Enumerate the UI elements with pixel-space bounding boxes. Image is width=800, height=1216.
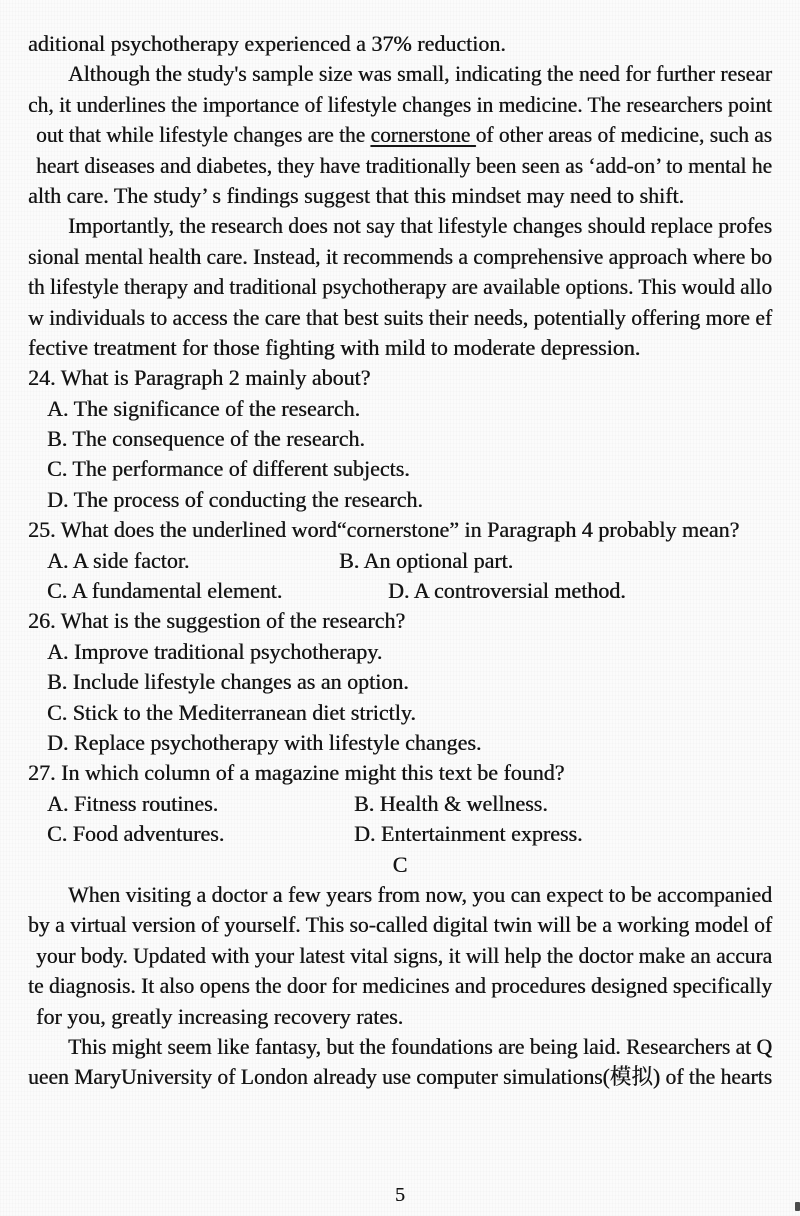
option-24-c: C. The performance of different subjects. [47,456,410,482]
option-26-c: C. Stick to the Mediterranean diet strictly. [47,699,416,725]
option-24-b: B. The consequence of the research. [47,426,365,452]
text-line: fective treatment for those fighting with mild to moderate depression. [28,334,641,360]
document-lines [28,29,772,1093]
option-26-d: D. Replace psychotherapy with lifestyle changes. [47,729,482,755]
question-27: 27. In which column of a magazine might this text be found? [28,760,565,786]
option-text: A. A side factor. [47,547,190,573]
options-27-cd [28,819,772,849]
text-line: Although the study's sample size was small, indicating the need for further resear [68,61,772,87]
option-text: D. A controversial method. [388,578,626,604]
text-line: sional mental health care. Instead, it recommends a comprehensive approach where bo [28,243,772,269]
text-line: for you, greatly increasing recovery rates. [36,1003,404,1029]
text-line: th lifestyle therapy and traditional psychotherapy are available options. This would allo [28,274,772,300]
option-text: D. Entertainment express. [354,821,583,847]
option-26-a: A. Improve traditional psychotherapy. [47,638,383,664]
text-line: by a virtual version of yourself. This so-called digital twin will be a working model of [28,912,772,938]
option-text: A. Fitness routines. [47,790,219,816]
option-text: B. Health & wellness. [354,790,548,816]
option-text: B. An optional part. [339,547,514,573]
options-27-ab [28,789,772,819]
question-26: 26. What is the suggestion of the research? [28,608,406,634]
text-line: aditional psychotherapy experienced a 37% reduction. [28,31,506,56]
text-line: your body. Updated with your latest vital signs, it will help the doctor make an accura [36,942,772,968]
scan-artifact [795,1202,800,1211]
page-number: 5 [395,1184,405,1206]
option-text: C. Food adventures. [47,821,225,847]
option-24-a: A. The significance of the research. [47,395,360,421]
option-24-d: D. The process of conducting the research. [47,486,423,512]
option-26-b: B. Include lifestyle changes as an option. [47,669,409,695]
text-line: ueen MaryUniversity of London already use computer simulations(模拟) of the hearts [28,1064,772,1090]
question-24: 24. What is Paragraph 2 mainly about? [28,365,371,391]
options-25-cd [28,576,772,606]
text-line: w individuals to access the care that best suits their needs, potentially offering more ef [28,304,772,330]
text-line: This might seem like fantasy, but the foundations are being laid. Researchers at Q [68,1033,772,1059]
text-line: heart diseases and diabetes, they have traditionally been seen as ‘add-on’ to mental he [36,152,772,178]
text-line: When visiting a doctor a few years from now, you can expect to be accompanied [68,881,772,907]
options-25-ab [28,546,772,576]
text-line: out that while lifestyle changes are the cornerstone of other areas of medicine, such as [36,122,772,148]
text-line: alth care. The study’ s findings suggest that this mindset may need to shift. [28,182,685,208]
option-text: C. A fundamental element. [47,578,283,604]
text-line: te diagnosis. It also opens the door for medicines and procedures designed specifically [28,973,772,999]
text-line: Importantly, the research does not say that lifestyle changes should replace profes [68,213,772,239]
question-25: 25. What does the underlined word“cornerstone” in Paragraph 4 probably mean? [28,517,740,543]
section-heading-c: C [392,851,408,877]
text-line: ch, it underlines the importance of lifestyle changes in medicine. The researchers point [28,91,772,117]
